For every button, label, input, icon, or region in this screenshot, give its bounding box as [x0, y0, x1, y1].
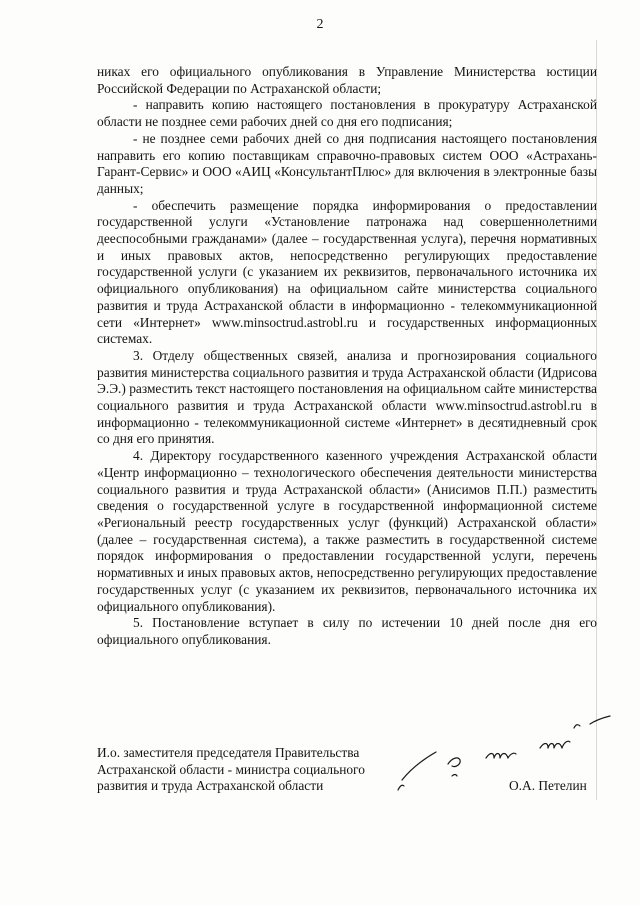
paragraph-legal-systems: - не позднее семи рабочих дней со дня подписания настоящего постановления направить его копию поставщикам справочно-правовых систем ООО «Астрахань-Гарант-Сервис» и ООО «АИЦ «КонсультантПлюс» для включения в электронные базы данных;	[97, 130, 597, 196]
paragraph-continuation: никах его официального опубликования в Управление Министерства юстиции Российской Федерации по Астраханской области;	[97, 64, 597, 96]
paragraph-item-3: 3. Отделу общественных связей, анализа и прогнозирования социального развития министерства социального развития и труда Астраханской области (Идрисова Э.Э.) разместить текст настоящего постановления на официальном сайте министерства социального развития и труда Астраханской области www.minsoctrud.astrobl.ru в информационно - телекоммуникационной системе «Интернет» в десятидневный срок со дня его принятия.	[97, 347, 597, 447]
paragraph-publication-order: - обеспечить размещение порядка информирования о предоставлении государственной услуги «Установление патронажа над совершеннолетними дееспособными гражданами» (далее – государственная услуга), перечня нормативных и иных правовых актов, непосредственно регулирующих предоставление государственной услуги (с указанием их реквизитов, первоначального источника их официального опубликования) на официальном сайте министерства социального развития и труда Астраханской области в информационно - телекоммуникационной сети «Интернет» www.minsoctrud.astrobl.ru и государственных информационных системах.	[97, 197, 597, 347]
document-body	[97, 64, 597, 649]
signatory-title	[97, 745, 427, 795]
paragraph-item-5: 5. Постановление вступает в силу по истечении 10 дней после дня его официального опубликования.	[97, 615, 597, 647]
paragraph-prosecutor-copy: - направить копию настоящего постановления в прокуратуру Астраханской области не позднее семи рабочих дней со дня его подписания;	[97, 97, 597, 130]
signatory-title-line: Астраханской области - министра социального	[97, 761, 365, 777]
paragraph-item-4: 4. Директору государственного казенного учреждения Астраханской области «Центр информационно – технологического обеспечения деятельности министерства социального развития и труда Астраханской области» (Анисимов П.П.) разместить сведения о государственной услуге в государственной информационной системе «Региональный реестр государственных услуг (функций) Астраханской области» (далее – государственная система), а также разместить в государственной системе порядок информирования о предоставлении государственной услуги, перечень нормативных и иных правовых актов, непосредственно регулирующих предоставление государственных услуг (с указанием их реквизитов, первоначального источника их официального опубликования).	[97, 448, 597, 614]
signer-name: О.А. Петелин	[509, 778, 587, 793]
page-number: 2	[316, 17, 324, 32]
signatory-title-line: И.о. заместителя председателя Правительства	[97, 745, 360, 760]
signatory-title-line: развития и труда Астраханской области	[97, 778, 324, 793]
